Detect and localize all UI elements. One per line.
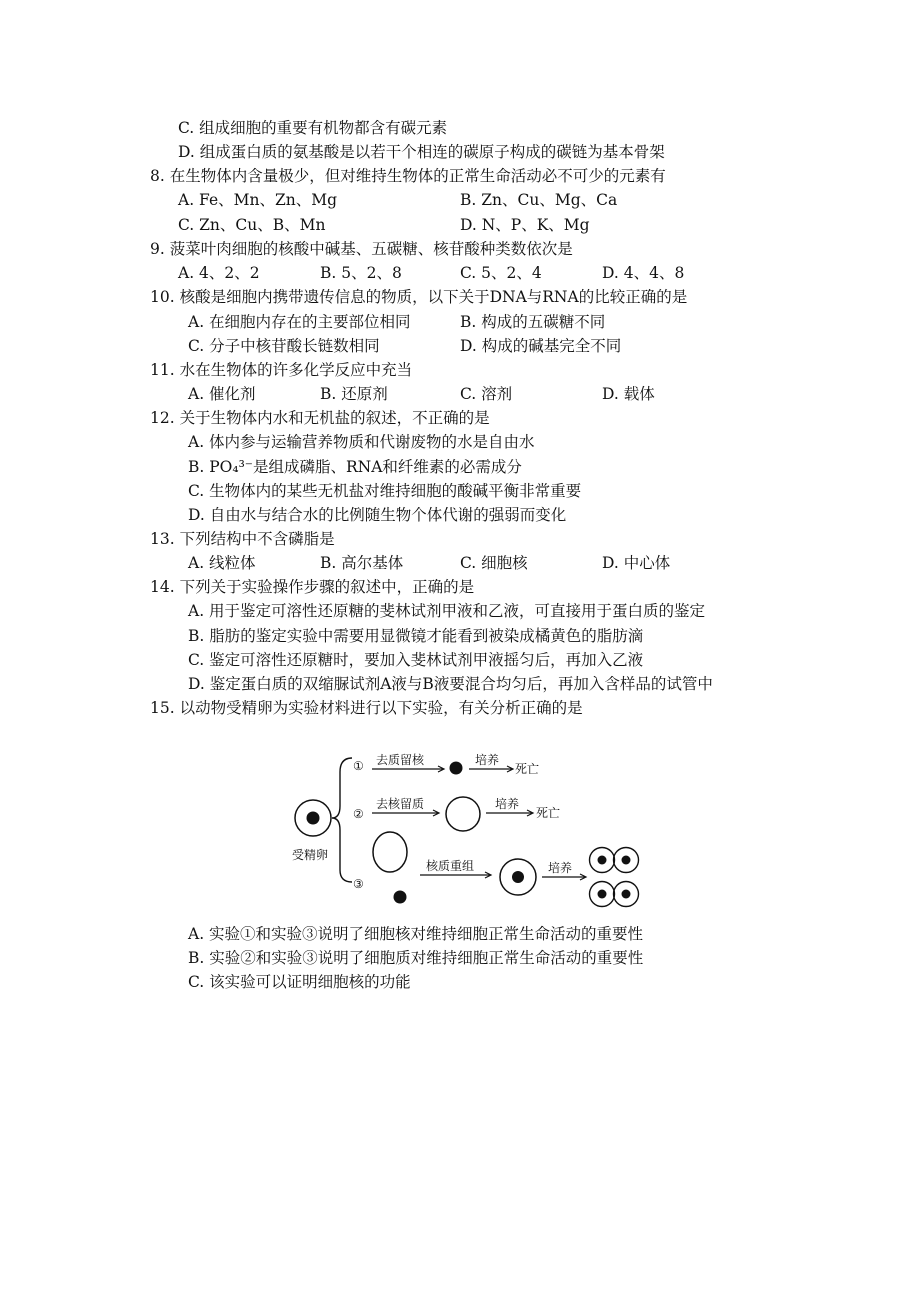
egg-label: 受精卵 xyxy=(292,848,329,862)
q9-option-d: D. 4、4、8 xyxy=(602,264,685,282)
q8-option-a: A. Fe、Mn、Zn、Mg xyxy=(178,191,338,209)
q7-option-c: C. 组成细胞的重要有机物都含有碳元素 xyxy=(178,119,448,137)
q14-option-c: C. 鉴定可溶性还原糖时，要加入斐林试剂甲液摇匀后，再加入乙液 xyxy=(188,651,644,669)
q14-option-d: D. 鉴定蛋白质的双缩脲试剂A液与B液要混合均匀后，再加入含样品的试管中 xyxy=(188,675,713,693)
q12-stem: 12. 关于生物体内水和无机盐的叙述，不正确的是 xyxy=(150,409,490,427)
q12-option-d: D. 自由水与结合水的比例随生物个体代谢的强弱而变化 xyxy=(188,506,567,524)
q8-option-c: C. Zn、Cu、B、Mn xyxy=(178,216,326,234)
exp1-culture-label: 培养 xyxy=(475,753,500,767)
exp2-enucleated-cell xyxy=(446,797,480,831)
exp1-number: ① xyxy=(353,759,364,773)
q12-option-a: A. 体内参与运输营养物质和代谢废物的水是自由水 xyxy=(188,433,535,451)
q13-option-a: A. 线粒体 xyxy=(188,554,256,572)
q7-option-d: D. 组成蛋白质的氨基酸是以若干个相连的碳原子构成的碳链为基本骨架 xyxy=(178,143,665,161)
exp1-operation: 去质留核 xyxy=(376,753,425,767)
exp3-operation: 核质重组 xyxy=(426,859,475,873)
q11-option-b: B. 还原剂 xyxy=(320,385,388,403)
q13-stem: 13. 下列结构中不含磷脂是 xyxy=(150,530,335,548)
q9-option-c: C. 5、2、4 xyxy=(460,264,542,282)
exp1-isolated-nucleus xyxy=(450,762,463,775)
q10-option-b: B. 构成的五碳糖不同 xyxy=(460,313,606,331)
q9-option-b: B. 5、2、8 xyxy=(320,264,402,282)
q12-option-c: C. 生物体内的某些无机盐对维持细胞的酸碱平衡非常重要 xyxy=(188,482,582,500)
exp3-cytoplasm xyxy=(373,832,407,872)
q15-option-a: A. 实验①和实验③说明了细胞核对维持细胞正常生命活动的重要性 xyxy=(188,925,644,943)
q14-option-a: A. 用于鉴定可溶性还原糖的斐林试剂甲液和乙液，可直接用于蛋白质的鉴定 xyxy=(188,602,706,620)
exp2-culture-label: 培养 xyxy=(495,797,520,811)
q12-option-b: B. PO₄³⁻是组成磷脂、RNA和纤维素的必需成分 xyxy=(188,458,522,476)
exp3-dividing-cells xyxy=(590,848,639,907)
q10-option-a: A. 在细胞内存在的主要部位相同 xyxy=(188,313,411,331)
q11-option-c: C. 溶剂 xyxy=(460,385,513,403)
exp3-nucleus xyxy=(394,891,407,904)
q13-option-c: C. 细胞核 xyxy=(460,554,528,572)
q10-stem: 10. 核酸是细胞内携带遗传信息的物质，以下关于DNA与RNA的比较正确的是 xyxy=(150,288,688,306)
exp2-operation: 去核留质 xyxy=(376,797,425,811)
q8-option-b: B. Zn、Cu、Mg、Ca xyxy=(460,191,618,209)
exp3-number: ③ xyxy=(353,877,364,891)
q10-option-c: C. 分子中核苷酸长链数相同 xyxy=(188,337,380,355)
fertilized-egg-experiment-diagram xyxy=(280,742,660,920)
branch-brace xyxy=(332,758,352,882)
q8-stem: 8. 在生物体内含量极少，但对维持生物体的正常生命活动必不可少的元素有 xyxy=(150,167,666,185)
q15-stem: 15. 以动物受精卵为实验材料进行以下实验，有关分析正确的是 xyxy=(150,699,583,717)
q13-option-d: D. 中心体 xyxy=(602,554,671,572)
exp3-culture-label: 培养 xyxy=(548,861,573,875)
q11-stem: 11. 水在生物体的许多化学反应中充当 xyxy=(150,361,413,379)
q11-option-a: A. 催化剂 xyxy=(188,385,256,403)
exp2-number: ② xyxy=(353,807,364,821)
q11-option-d: D. 载体 xyxy=(602,385,655,403)
exp1-result: 死亡 xyxy=(515,762,540,776)
q14-stem: 14. 下列关于实验操作步骤的叙述中，正确的是 xyxy=(150,578,475,596)
q9-stem: 9. 菠菜叶肉细胞的核酸中碱基、五碳糖、核苷酸种类数依次是 xyxy=(150,240,573,258)
fertilized-egg-nucleus xyxy=(307,812,320,825)
exp2-result: 死亡 xyxy=(536,806,561,820)
q13-option-b: B. 高尔基体 xyxy=(320,554,404,572)
q14-option-b: B. 脂肪的鉴定实验中需要用显微镜才能看到被染成橘黄色的脂肪滴 xyxy=(188,627,644,645)
q8-option-d: D. N、P、K、Mg xyxy=(460,216,590,234)
exp3-reconstituted-nucleus xyxy=(512,871,524,883)
q15-option-b: B. 实验②和实验③说明了细胞质对维持细胞正常生命活动的重要性 xyxy=(188,949,644,967)
q10-option-d: D. 构成的碱基完全不同 xyxy=(460,337,622,355)
q9-option-a: A. 4、2、2 xyxy=(178,264,260,282)
q15-option-c: C. 该实验可以证明细胞核的功能 xyxy=(188,973,411,991)
